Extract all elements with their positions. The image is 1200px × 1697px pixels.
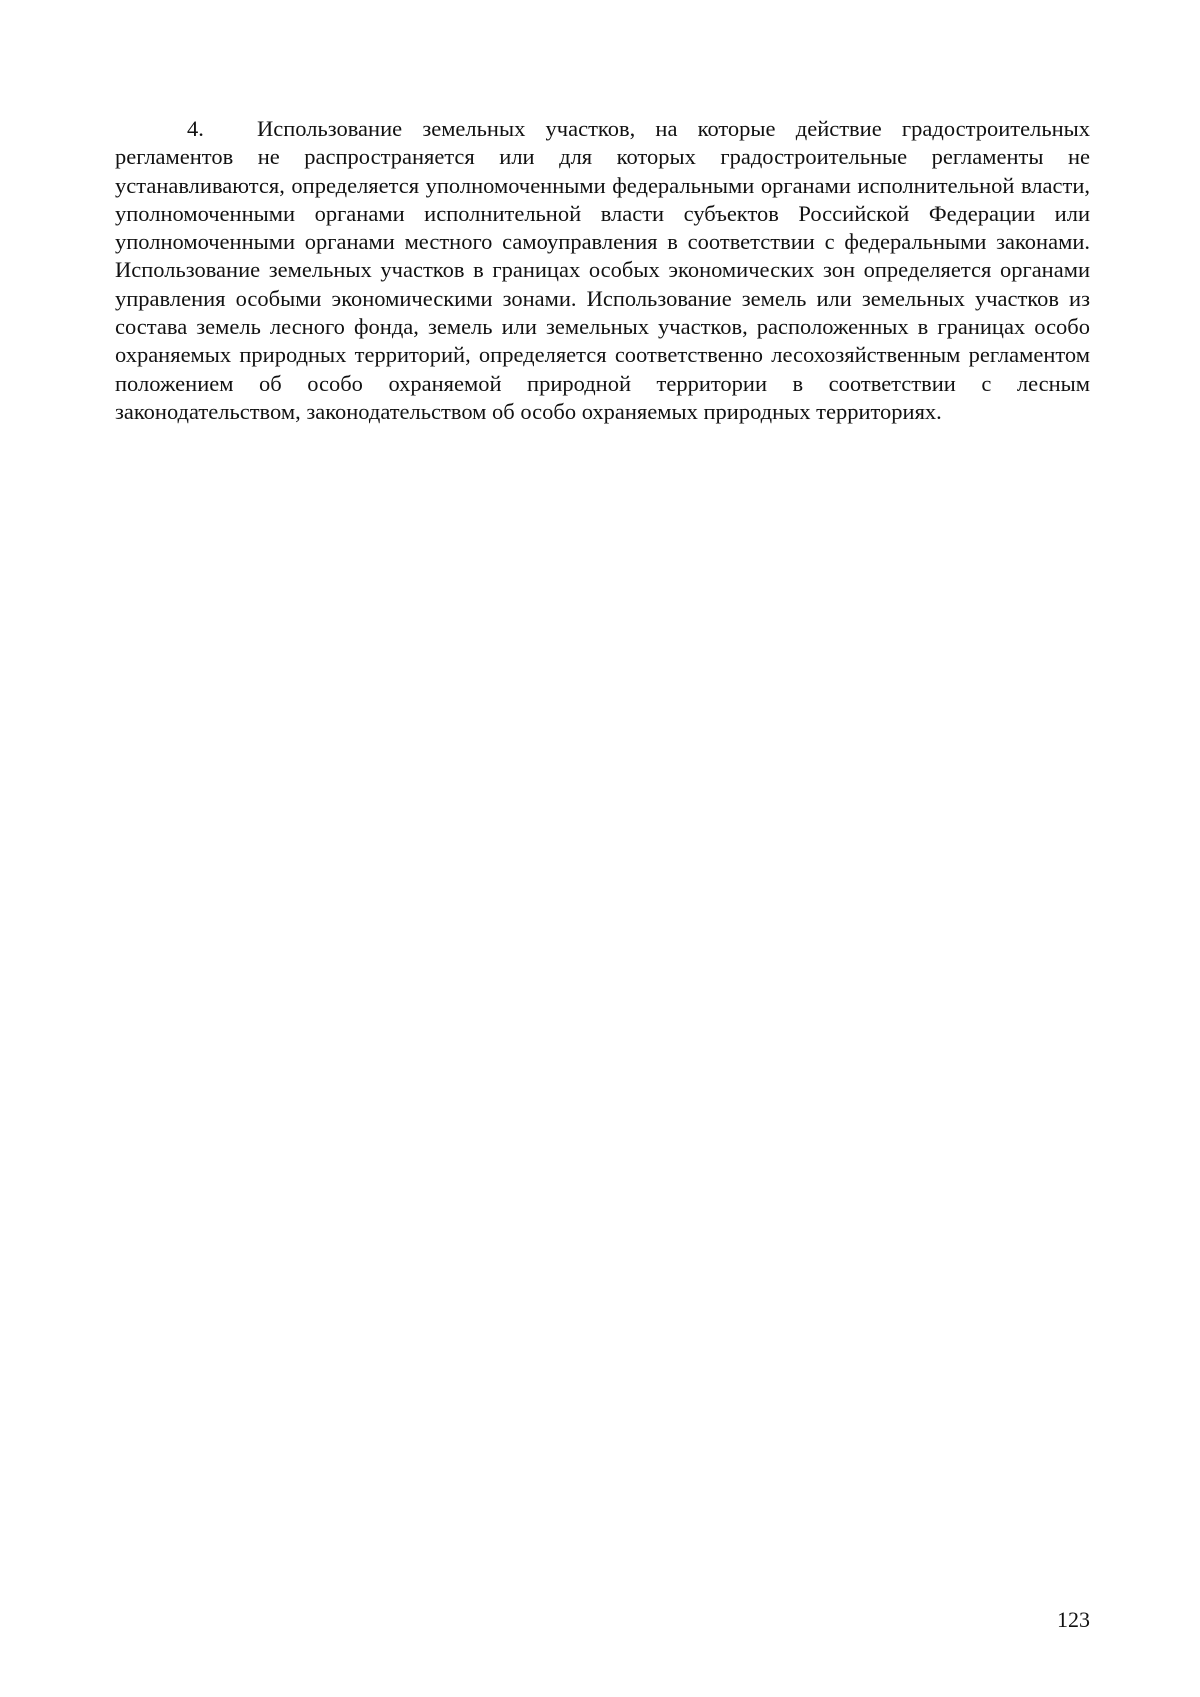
paragraph-4 [115,115,1090,426]
paragraph-number: 4. [187,116,204,141]
page-number: 123 [1057,1607,1090,1632]
paragraph-text: Использование земельных участков, на которые действие градостроительных регламентов не распространяется или для которых градостроительные регламенты не устанавливаются, определяется уполномоченными федеральными органами исполнительной власти, уполномоченными органами исполнительной власти субъектов Российской Федерации или уполномоченными органами местного самоуправления в соответствии с федеральными законами. Использование земельных участков в границах особых экономических зон определяется органами управления особыми экономическими зонами. Использование земель или земельных участков из состава земель лесного фонда, земель или земельных участков, расположенных в границах особо охраняемых природных территорий, определяется соответственно лесохозяйственным регламентом положением об особо охраняемой природной территории в соответствии с лесным законодательством, законодательством об особо охраняемых природных территориях. [115,116,1090,424]
